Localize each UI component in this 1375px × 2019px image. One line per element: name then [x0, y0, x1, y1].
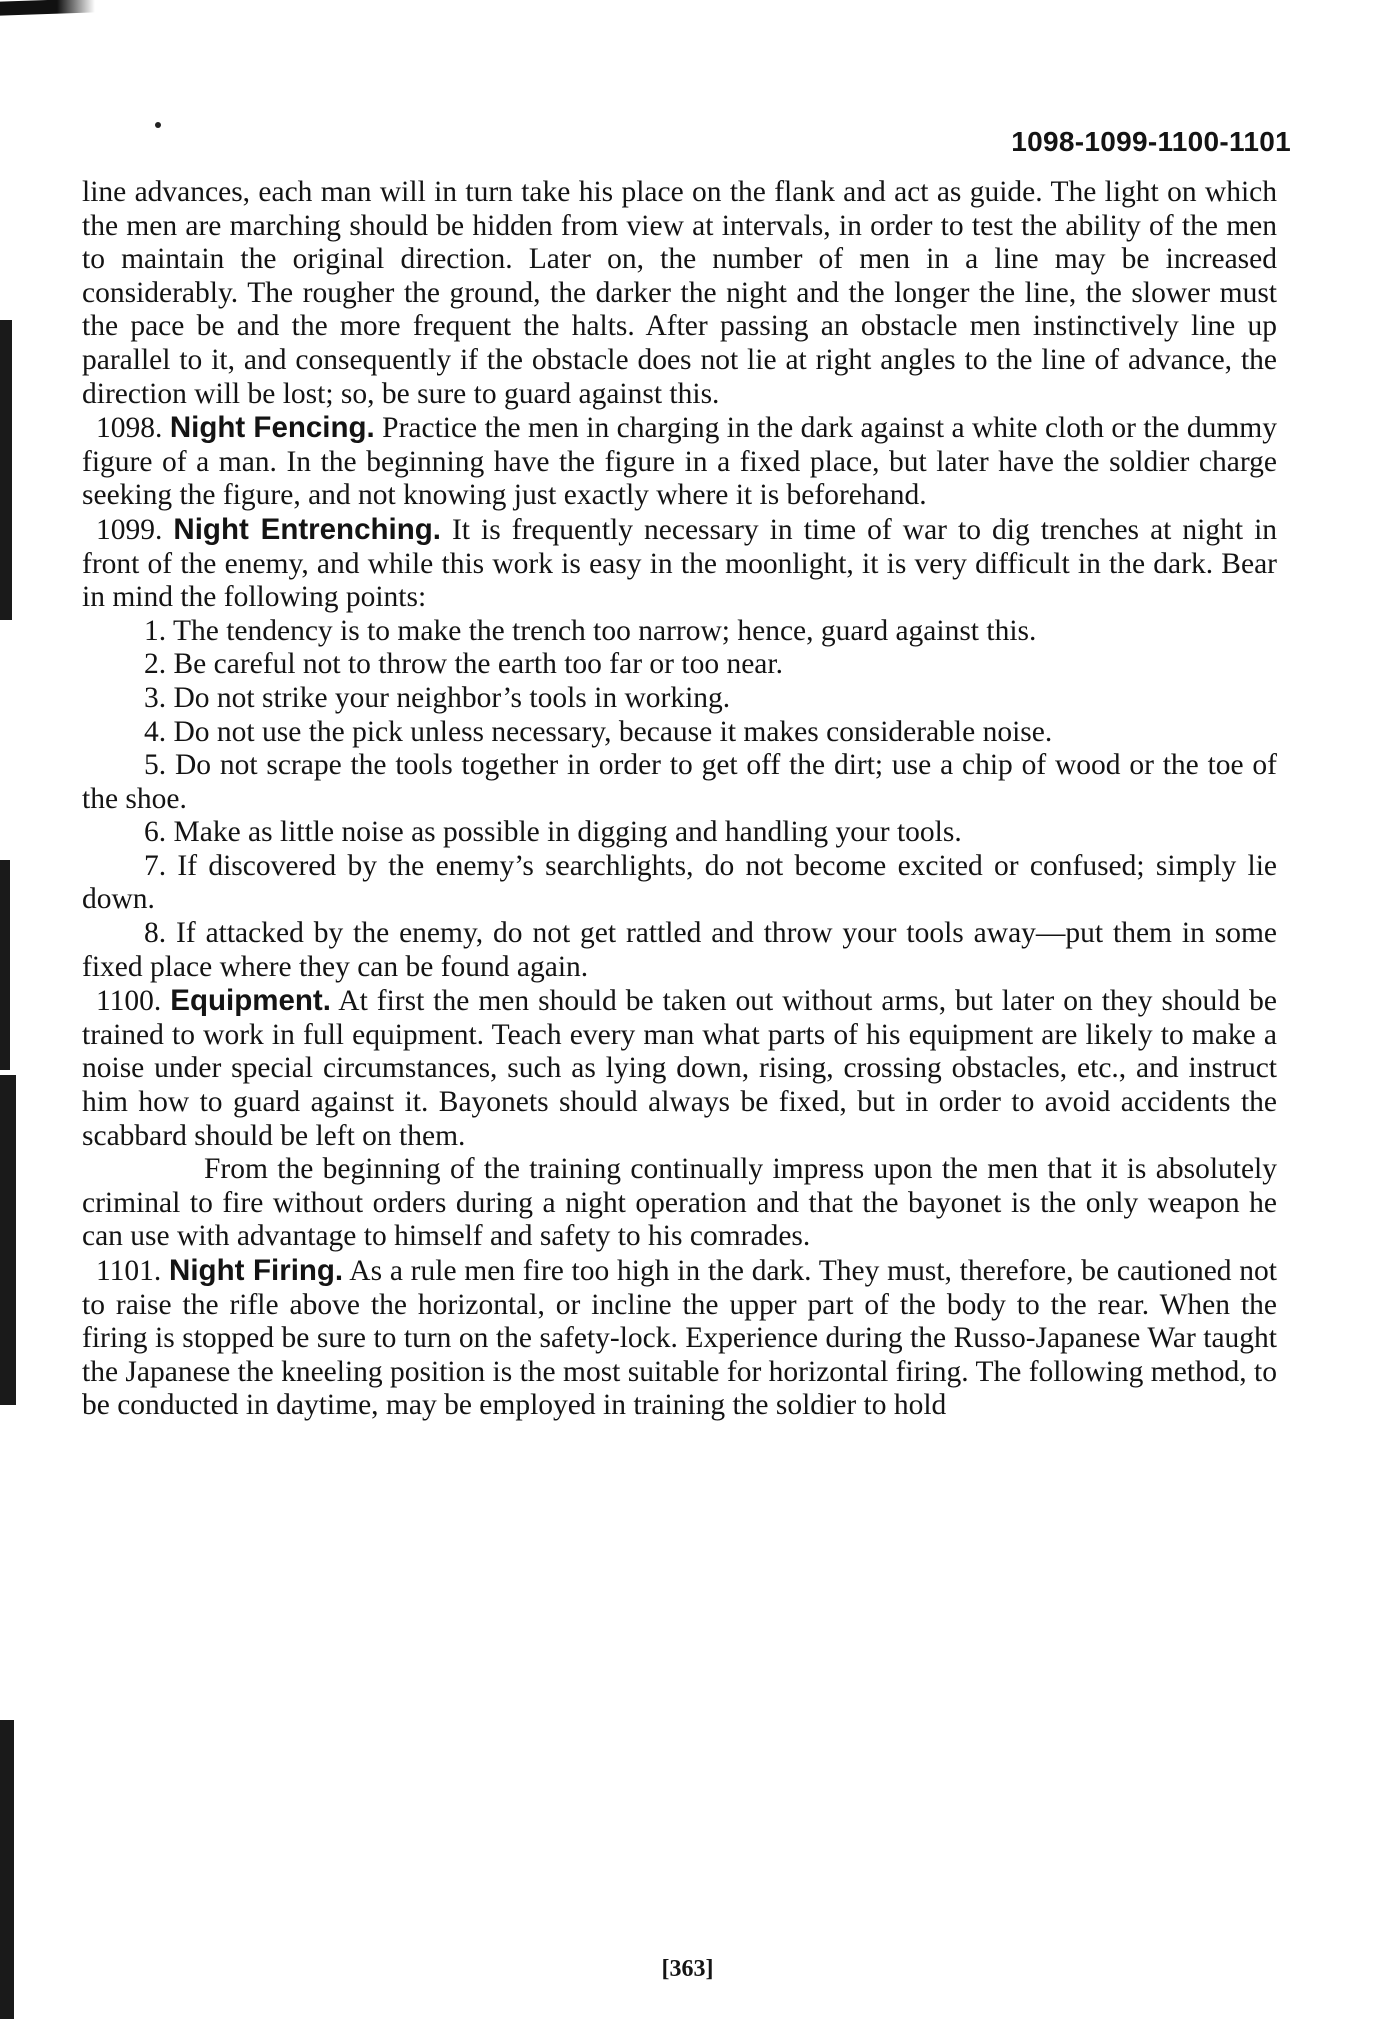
section-1098 — [82, 411, 1277, 513]
section-title: Equipment. — [170, 984, 331, 1018]
scan-corner-mark — [0, 0, 95, 16]
item-text: If discovered by the enemy’s searchlights, do not become excited or confused; simply lie down. — [82, 849, 1277, 916]
section-number: 1101. — [96, 1255, 162, 1287]
item-text: Make as little noise as possible in digging and handling your tools. — [173, 816, 962, 849]
item-text: Do not scrape the tools together in order to get off the dirt; use a chip of wood or the toe of the shoe. — [82, 749, 1278, 815]
section-text: It is frequently necessary in time of war to dig trenches at night in front of the enemy, and while this work is easy in the moonlight, it is very difficult in the dark. Bear in mind the following points: — [82, 513, 1278, 614]
section-title: Night Firing. — [169, 1254, 344, 1287]
section-1100 — [82, 984, 1277, 1153]
item-number: 8. — [144, 917, 167, 950]
section-text: Practice the men in charging in the dark against a white cloth or the dummy figure of a man. In the beginning have the figure in a fixed place, but later have the soldier charge seeking the figure, and not knowing just exactly where it is beforehand. — [82, 412, 1277, 512]
intro-paragraph: line advances, each man will in turn take his place on the flank and act as guide. The light on which the men are marching should be hidden from view at intervals, in order to test the ability of the men to maintain the original direction. Later on, the number of men in a line may be increased considerably. The rougher the ground, the darker the night and the longer the line, the slower must the pace be and the more frequent the halts. After passing an obstacle men instinctively line up parallel to it, and consequently if the obstacle does not lie at right angles to the line of advance, the direction will be lost; so, be sure to guard against this. — [82, 176, 1277, 410]
scan-edge-mark — [0, 320, 12, 620]
item-number: 2. — [144, 648, 167, 681]
scan-edge-mark — [0, 860, 10, 1070]
list-item — [82, 749, 1277, 816]
section-number: 1098. — [96, 412, 163, 445]
list-item — [82, 716, 1277, 750]
section-text: As a rule men fire too high in the dark. They must, therefore, be cautioned not to raise the rifle above the horizontal, or incline the upper part of the body to the rear. When the firing is stopped be sure to turn on the safety-lock. Experience during the Russo-Japanese War taught the Japanese the kneeling position is the most suitable for horizontal firing. The following method, to be conducted in daytime, may be employed in training the soldier to hold — [82, 1255, 1277, 1422]
item-number: 3. — [144, 681, 167, 714]
list-item — [82, 648, 1277, 682]
item-number: 1. — [144, 614, 167, 647]
section-1100-continuation: From the beginning of the training continually impress upon the men that it is absolutely criminal to fire without orders during a night operation and that the bayonet is the only weapon he can use with advantage to himself and safety to his comrades. — [82, 1153, 1277, 1253]
section-title: Night Entrenching. — [173, 512, 441, 546]
page-number: [363] — [661, 1956, 714, 1982]
scan-edge-mark — [0, 1075, 16, 1405]
list-item — [82, 816, 1277, 850]
item-number: 4. — [144, 715, 167, 748]
list-item — [82, 615, 1277, 649]
section-text: At first the men should be taken out without arms, but later on they should be trained to work in full equipment. Teach every man what parts of his equipment are likely to make a noise under special circumstances, such as lying down, rising, crossing obstacles, etc., and instruct him how to guard against it. Bayonets should always be fixed, but in order to avoid accidents the scabbard should be left on them. — [82, 985, 1278, 1152]
list-item — [82, 917, 1277, 984]
item-text: Do not use the pick unless necessary, because it makes considerable noise. — [173, 715, 1053, 748]
item-text: Be careful not to throw the earth too far or too near. — [173, 648, 783, 681]
item-text: The tendency is to make the trench too narrow; hence, guard against this. — [172, 614, 1037, 647]
section-1099 — [82, 513, 1277, 615]
item-number: 6. — [144, 816, 167, 849]
section-number: 1099. — [96, 513, 163, 546]
section-title: Night Fencing. — [169, 411, 375, 445]
list-item — [82, 850, 1277, 917]
section-range-header: 1098-1099-1100-1101 — [1011, 126, 1291, 157]
item-number: 7. — [144, 849, 167, 882]
item-number: 5. — [144, 749, 167, 782]
body-text — [82, 176, 1277, 1423]
item-text: Do not strike your neighbor’s tools in working. — [173, 681, 731, 714]
scan-speck — [155, 122, 161, 128]
item-text: If attacked by the enemy, do not get rattled and throw your tools away—put them in some fixed place where they can be found again. — [82, 917, 1278, 983]
section-number: 1100. — [96, 985, 162, 1018]
section-1101 — [82, 1254, 1277, 1423]
list-item — [82, 682, 1277, 716]
